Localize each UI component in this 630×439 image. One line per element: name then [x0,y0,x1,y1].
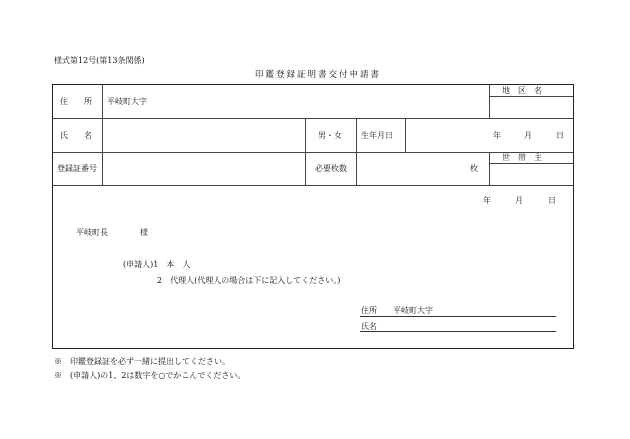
birth-month-unit: 月 [524,131,532,140]
applicant-address-value[interactable]: 平岐町大字 [393,306,433,315]
birth-date-label: 生年月日 [361,131,393,140]
birth-day-unit: 日 [556,131,564,140]
applicant-name-label: 氏名 [361,322,377,331]
applicant-name-line [360,331,556,332]
district-header-divider [489,96,573,97]
application-date-day: 日 [548,196,556,205]
applicant-address-line [360,316,556,317]
household-header-divider [489,163,573,164]
copies-label: 必要枚数 [315,164,347,173]
row-divider [53,152,573,153]
row-divider [53,118,573,119]
copies-unit: 枚 [470,164,478,173]
label-column-divider [102,85,103,185]
household-column-divider [489,152,490,185]
document-title: 印鑑登録証明書交付申請書 [255,70,382,80]
addressee-honorific: 様 [140,228,148,237]
form-number: 様式第12号(第13条関係) [54,56,145,65]
address-label: 住 所 [60,97,92,106]
row-divider [53,185,573,186]
note-1: ※ 印鑑登録証を必ず一緒に提出してください。 [54,357,230,366]
registration-number-label: 登録証番号 [57,164,97,173]
application-form-frame [52,84,574,349]
district-label: 地 区 名 [502,86,542,95]
district-column-divider [489,85,490,118]
household-head-label: 世 帯 主 [502,153,542,162]
applicant-option-self[interactable]: (申請人)1 本 人 [123,260,191,269]
birth-label-divider [356,118,357,185]
note-2: ※ (申請人)の1、2は数字を○でかこんでください。 [54,371,246,380]
address-value[interactable]: 平岐町大字 [107,97,147,106]
applicant-option-proxy[interactable]: 2 代理人(代理人の場合は下に記入してください。) [157,276,341,285]
birth-value-divider [405,118,406,152]
name-label: 氏 名 [60,131,92,140]
birth-year-unit: 年 [493,131,501,140]
application-date-year: 年 [483,196,491,205]
addressee-mayor: 平岐町長 [76,228,108,237]
applicant-address-label: 住所 [361,306,377,315]
gender-column-divider [305,118,306,185]
application-date-month: 月 [515,196,523,205]
gender-label[interactable]: 男・女 [318,131,342,140]
